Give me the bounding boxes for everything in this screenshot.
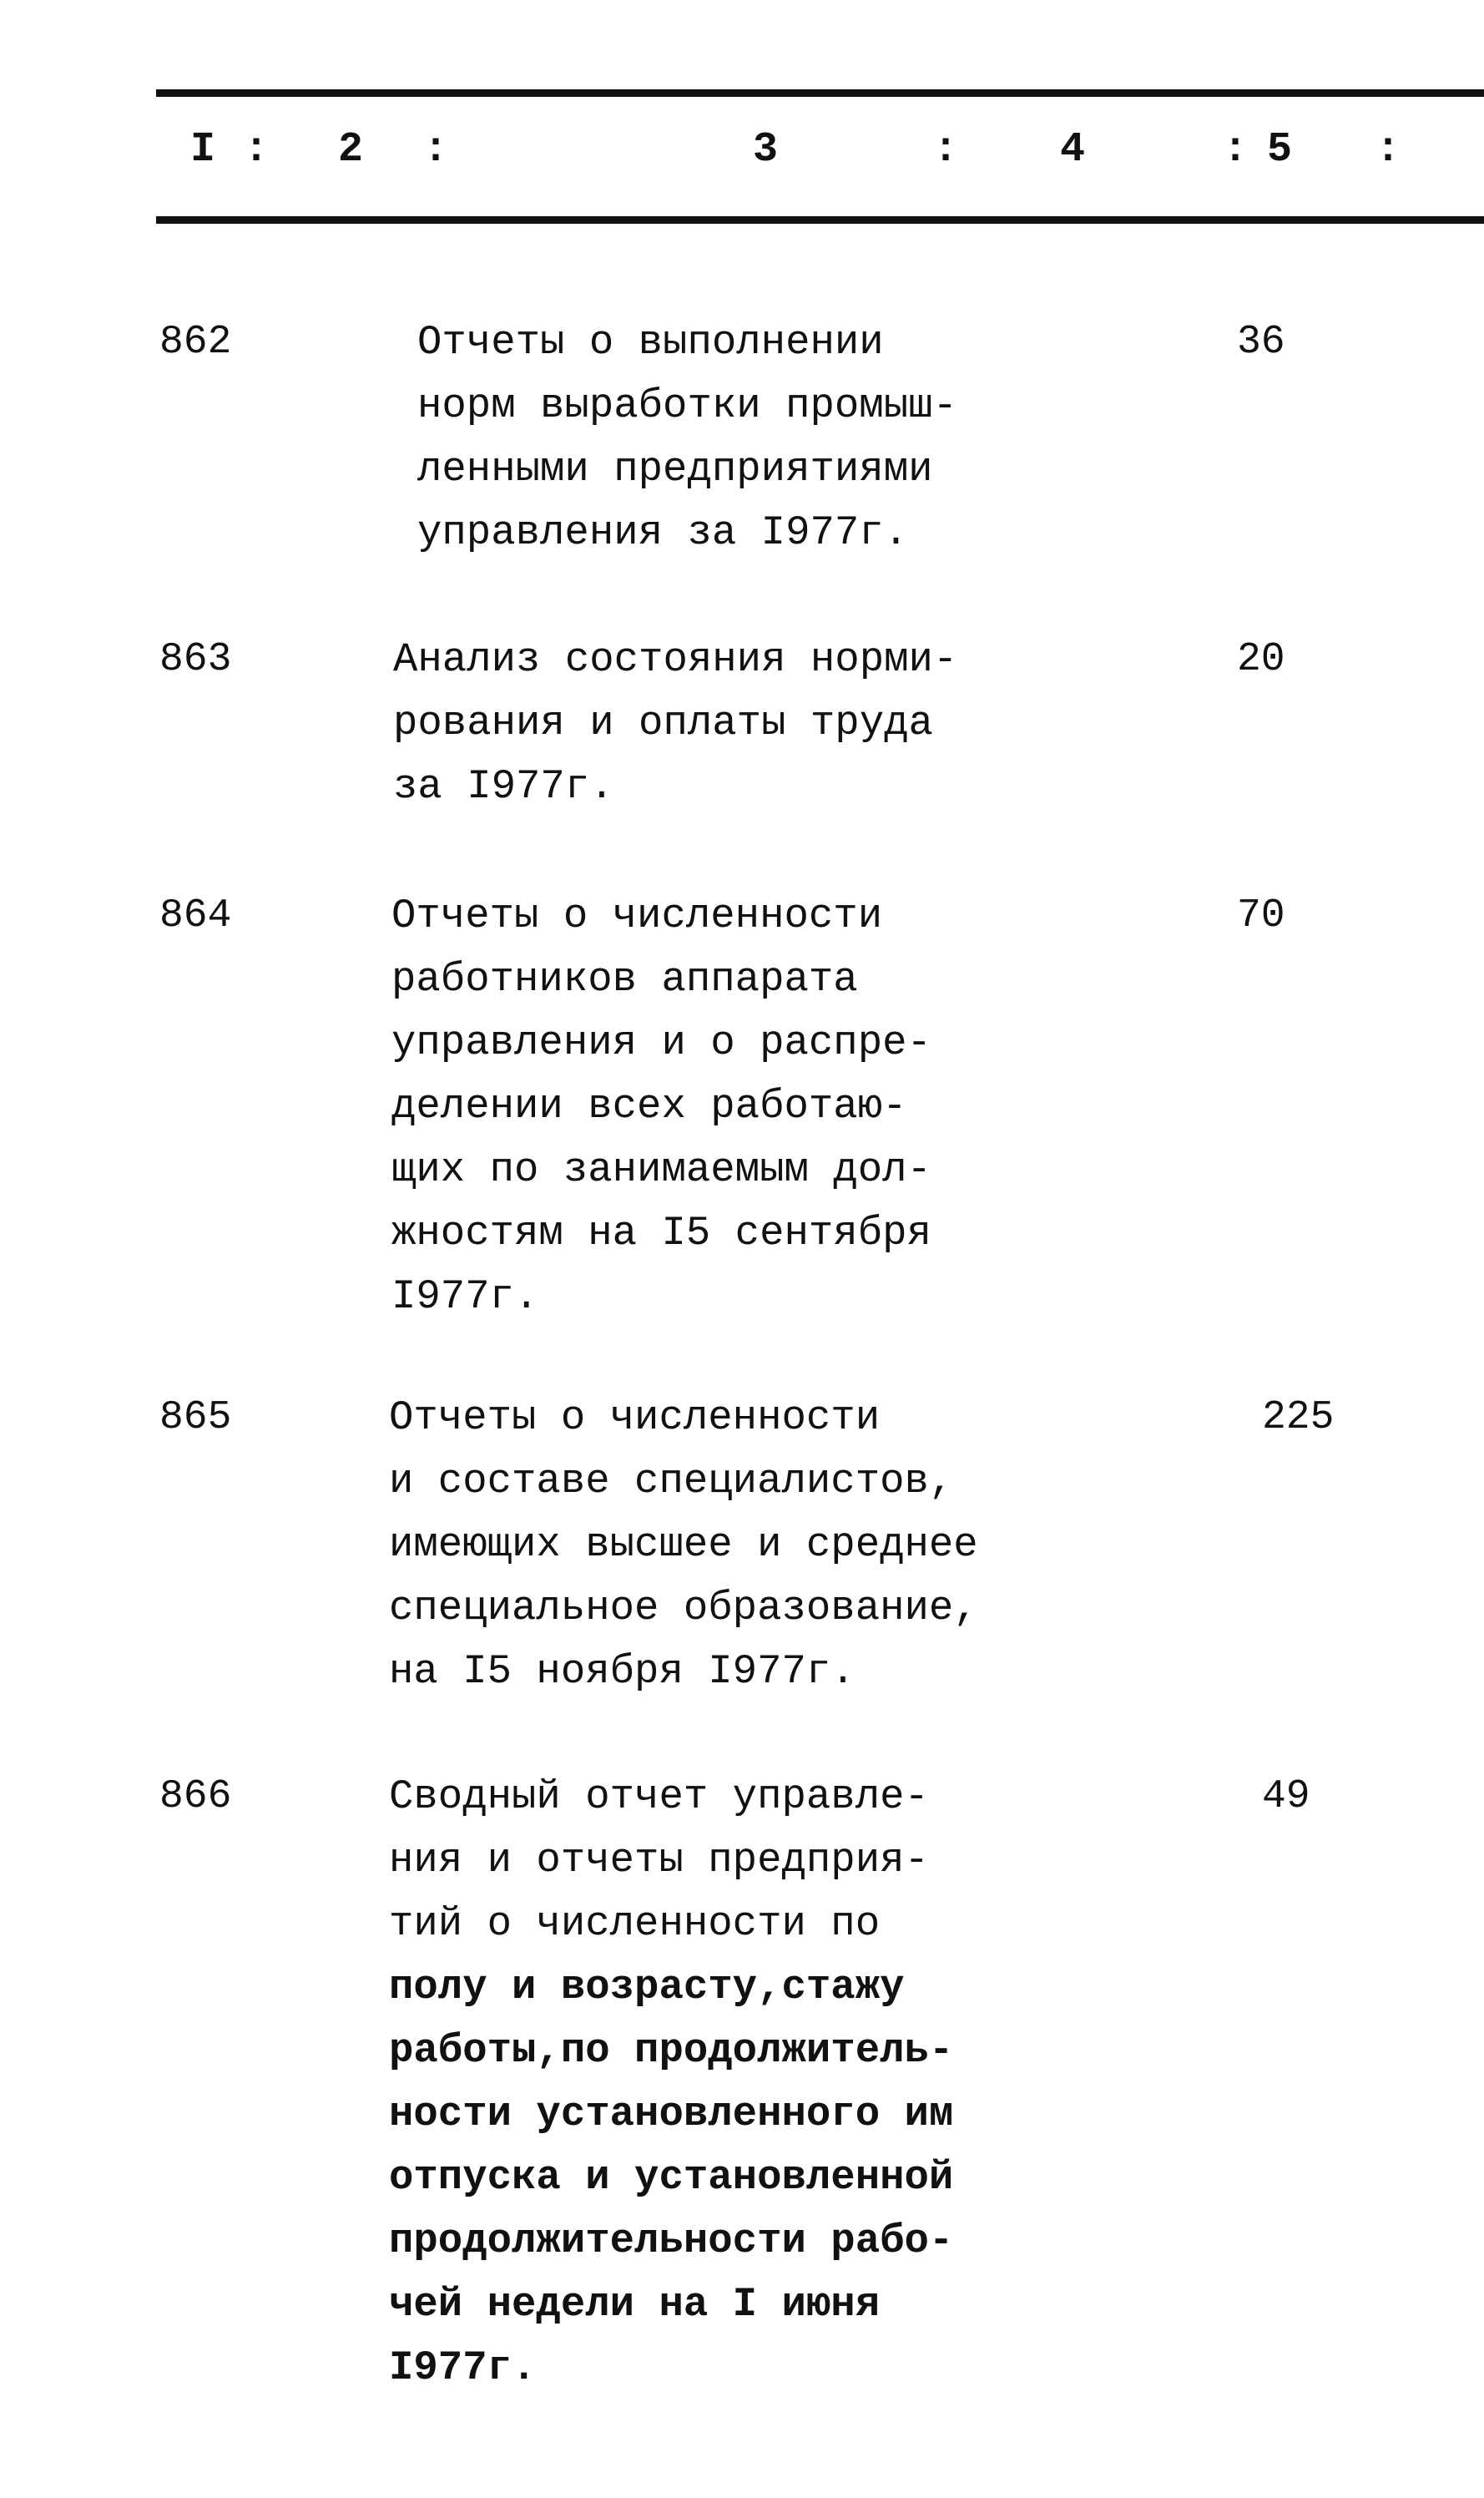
column-header-1: I <box>190 126 216 174</box>
item-number: 866 <box>159 1774 232 1819</box>
description-line: за I977г. <box>393 763 614 810</box>
table-row <box>0 884 1484 1328</box>
description-line: ния и отчеты предприя- <box>389 1837 929 1884</box>
column-header-2: 2 <box>338 126 364 174</box>
sheet-count: 49 <box>1262 1774 1310 1819</box>
column-header-5: 5 <box>1267 126 1293 174</box>
description-line: имеющих высшее и среднее <box>389 1521 978 1568</box>
description-line: продолжительности рабо- <box>389 2217 954 2264</box>
description-line: отпуска и установленной <box>389 2154 954 2201</box>
table-row <box>0 1765 1484 2399</box>
sheet-count: 36 <box>1237 320 1285 365</box>
column-separator: : <box>1375 126 1401 174</box>
sheet-count: 70 <box>1237 893 1285 938</box>
description-line: специальное образование, <box>389 1585 978 1631</box>
item-description <box>389 628 1237 818</box>
description-line: рования и оплаты труда <box>393 700 933 746</box>
description-line: на I5 ноября I977г. <box>389 1648 856 1695</box>
item-number: 863 <box>159 637 232 682</box>
table-row <box>0 628 1484 818</box>
description-line: полу и возрасту,стажу <box>389 1964 905 2010</box>
description-line: щих по занимаемым дол- <box>391 1146 931 1193</box>
description-line: ности установленного им <box>389 2091 954 2137</box>
description-line: жностям на I5 сентября <box>391 1210 931 1257</box>
column-separator: : <box>1223 126 1249 174</box>
description-line: I977г. <box>389 2344 537 2391</box>
table-row <box>0 1386 1484 1703</box>
item-description <box>389 1765 1237 2399</box>
column-header-4: 4 <box>1060 126 1086 174</box>
description-line: Отчеты о численности <box>389 1394 881 1441</box>
description-line: делении всех работаю- <box>391 1083 907 1130</box>
description-line: чей недели на I июня <box>389 2281 881 2328</box>
table-header <box>190 125 1409 175</box>
sheet-count: 20 <box>1237 637 1285 682</box>
description-line: ленными предприятиями <box>417 446 933 493</box>
table-header-rule <box>156 216 1484 224</box>
item-description <box>389 311 1237 564</box>
description-line: Анализ состояния норми- <box>393 636 958 683</box>
item-description <box>389 1386 1237 1703</box>
sheet-count: 225 <box>1262 1395 1335 1440</box>
item-number: 864 <box>159 893 232 938</box>
item-number: 862 <box>159 320 232 365</box>
description-line: Сводный отчет управле- <box>389 1773 929 1820</box>
description-line: управления и о распре- <box>391 1019 931 1066</box>
table-top-rule <box>156 89 1484 97</box>
item-number: 865 <box>159 1395 232 1440</box>
column-header-3: 3 <box>753 126 779 174</box>
table-row <box>0 311 1484 564</box>
column-separator: : <box>423 126 449 174</box>
description-line: Отчеты о выполнении <box>417 319 884 366</box>
description-line: работников аппарата <box>391 956 858 1003</box>
description-line: и составе специалистов, <box>389 1458 954 1504</box>
item-description <box>389 884 1237 1328</box>
inventory-table <box>0 311 1484 2399</box>
description-line: норм выработки промыш- <box>417 382 957 429</box>
description-line: тий о численности по <box>389 1900 881 1947</box>
description-line: I977г. <box>391 1273 539 1320</box>
description-line: Отчеты о численности <box>391 893 883 939</box>
column-separator: : <box>933 126 959 174</box>
column-separator: : <box>244 126 270 174</box>
description-line: управления за I977г. <box>417 509 909 556</box>
description-line: работы,по продолжитель- <box>389 2027 954 2074</box>
